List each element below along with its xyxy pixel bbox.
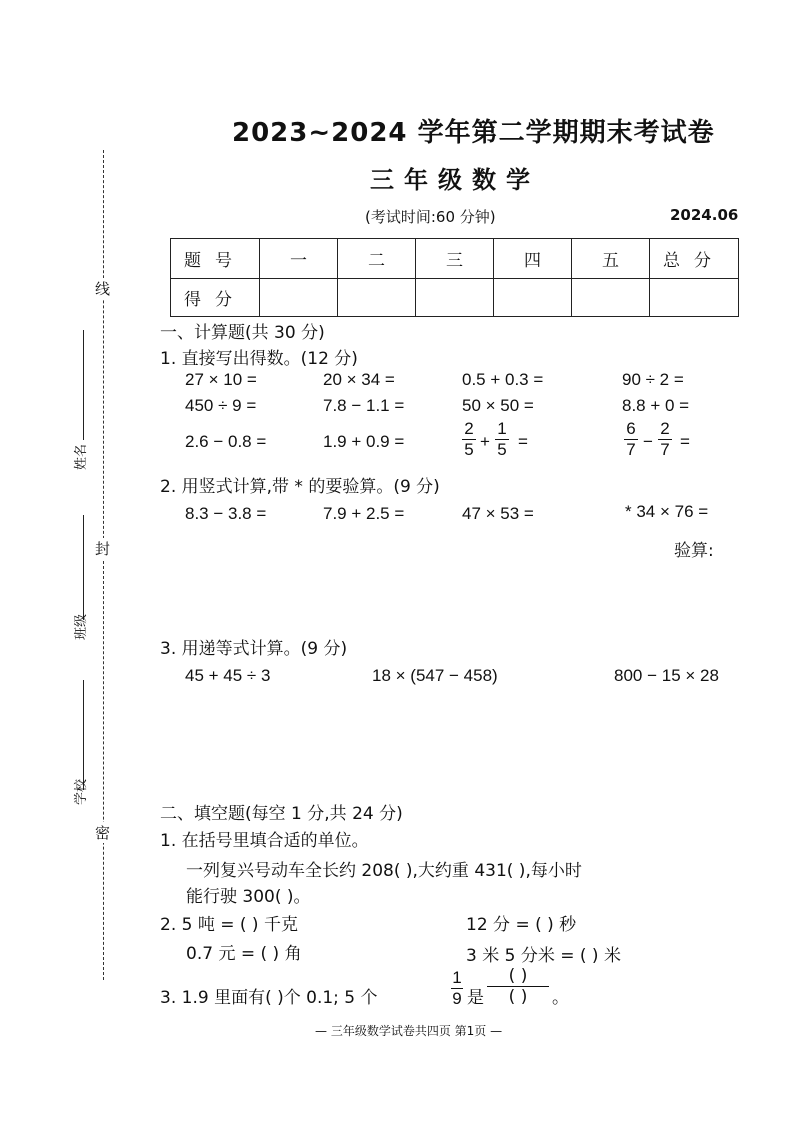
- margin-seal-char: 封: [95, 540, 111, 558]
- score-cell-2[interactable]: [338, 279, 416, 317]
- s1-q2-item: 8.3 − 3.8 =: [185, 504, 267, 523]
- class-underline[interactable]: [83, 515, 84, 620]
- score-header-total: 总分: [650, 239, 739, 279]
- class-label: 班级: [74, 613, 89, 640]
- fraction-1-5: 1 5: [495, 419, 509, 460]
- fraction-eq: =: [518, 432, 528, 451]
- score-header-label: 题号: [171, 239, 260, 279]
- score-row-label: 得分: [171, 279, 260, 317]
- score-header-col1: 一: [260, 239, 338, 279]
- name-underline[interactable]: [83, 330, 84, 440]
- s1-q1-title: 1. 直接写出得数。(12 分): [160, 349, 358, 369]
- s1-q1-item: 90 ÷ 2 =: [622, 370, 684, 389]
- exam-time: (考试时间:60 分钟): [365, 208, 496, 226]
- blank-fraction[interactable]: [487, 966, 549, 1007]
- score-header-col3: 三: [416, 239, 494, 279]
- s2-q2-a: 2. 5 吨 = ( ) 千克: [160, 915, 298, 935]
- s1-q2-item: 7.9 + 2.5 =: [323, 504, 405, 523]
- blank-fraction-top[interactable]: ( ): [508, 966, 528, 986]
- s2-q1-line1: 一列复兴号动车全长约 208( ),大约重 431( ),每小时: [186, 861, 582, 881]
- s1-q1-item: 0.5 + 0.3 =: [462, 370, 544, 389]
- s1-q1-item: 1.9 + 0.9 =: [323, 432, 405, 451]
- school-label: 学校: [74, 778, 89, 805]
- score-cell-4[interactable]: [494, 279, 572, 317]
- score-header-col2: 二: [338, 239, 416, 279]
- score-table: [170, 238, 739, 317]
- page-footer: — 三年级数学试卷共四页 第1页 —: [315, 1024, 503, 1038]
- school-underline[interactable]: [83, 680, 84, 790]
- s1-q1-item: 450 ÷ 9 =: [185, 396, 257, 415]
- fraction-eq: =: [680, 432, 690, 451]
- check-label: 验算:: [674, 541, 714, 561]
- fraction-2-7: 2 7: [658, 419, 672, 460]
- exam-subtitle: 三年级数学: [370, 166, 540, 194]
- s2-q1-line2: 能行驶 300( )。: [186, 887, 311, 907]
- fraction-op: −: [643, 432, 653, 451]
- section1-heading: 一、计算题(共 30 分): [160, 323, 325, 343]
- s1-q2-item: * 34 × 76 =: [625, 502, 709, 521]
- fraction-op: +: [480, 432, 490, 451]
- score-table-score-row: [171, 279, 739, 317]
- s1-q1-item: 7.8 − 1.1 =: [323, 396, 405, 415]
- margin-line-char: 线: [95, 280, 111, 298]
- score-table-header-row: [171, 239, 739, 279]
- s1-q3-title: 3. 用递等式计算。(9 分): [160, 639, 348, 659]
- score-cell-1[interactable]: [260, 279, 338, 317]
- fraction-1-9: 1 9: [452, 968, 462, 1008]
- exam-date: 2024.06: [670, 206, 739, 224]
- s1-q3-item: 800 − 15 × 28: [614, 666, 719, 685]
- s1-q1-item: 20 × 34 =: [323, 370, 395, 389]
- section2-heading: 二、填空题(每空 1 分,共 24 分): [160, 804, 403, 824]
- s2-q2-b: 12 分 = ( ) 秒: [466, 915, 577, 935]
- fraction-2-5: 2 5: [462, 419, 476, 460]
- s1-q3-item: 18 × (547 − 458): [372, 666, 498, 685]
- name-label: 姓名: [74, 443, 89, 470]
- blank-fraction-bottom[interactable]: ( ): [508, 987, 528, 1007]
- exam-title: 2023~2024 学年第二学期期末考试卷: [232, 118, 715, 148]
- score-cell-total[interactable]: [650, 279, 739, 317]
- s2-q3-end: 。: [552, 988, 569, 1008]
- s2-q3-text: 3. 1.9 里面有( )个 0.1; 5 个: [160, 988, 378, 1008]
- s1-q2-title: 2. 用竖式计算,带 * 的要验算。(9 分): [160, 477, 440, 497]
- s1-q1-item: 8.8 + 0 =: [622, 396, 690, 415]
- s1-q1-item: 2.6 − 0.8 =: [185, 432, 267, 451]
- margin-secret-char: 密: [95, 824, 111, 842]
- binding-dashed-line: [103, 150, 104, 980]
- s1-q3-item: 45 + 45 ÷ 3: [185, 666, 271, 685]
- s2-q2-c: 0.7 元 = ( ) 角: [186, 944, 302, 964]
- score-cell-5[interactable]: [572, 279, 650, 317]
- s2-q2-d: 3 米 5 分米 = ( ) 米: [466, 946, 621, 966]
- s1-q1-item: 50 × 50 =: [462, 396, 534, 415]
- s2-q1-title: 1. 在括号里填合适的单位。: [160, 831, 369, 851]
- score-cell-3[interactable]: [416, 279, 494, 317]
- s2-q3-is: 是: [467, 988, 484, 1008]
- score-header-col4: 四: [494, 239, 572, 279]
- score-header-col5: 五: [572, 239, 650, 279]
- s1-q2-item: 47 × 53 =: [462, 504, 534, 523]
- s1-q1-item: 27 × 10 =: [185, 370, 257, 389]
- fraction-6-7: 6 7: [624, 419, 638, 460]
